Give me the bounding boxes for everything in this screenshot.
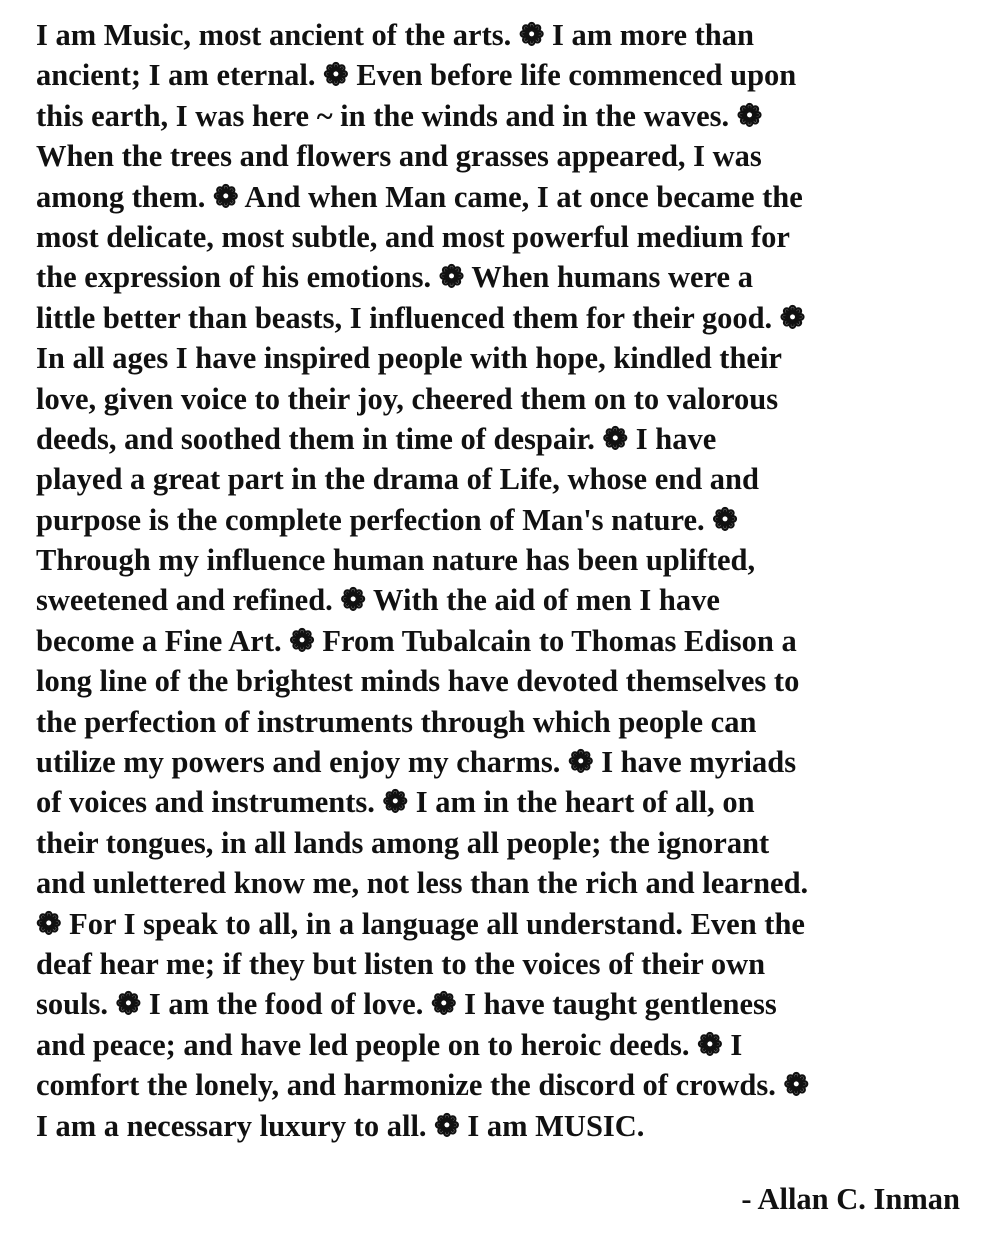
attribution: - Allan C. Inman — [741, 1182, 960, 1216]
poem-line: and peace; and have led people on to heroic deeds. ❁ I — [36, 1027, 743, 1062]
poem-line: among them. ❁ And when Man came, I at once became the — [36, 179, 803, 214]
poem-line: of voices and instruments. ❁ I am in the heart of all, on — [36, 785, 755, 820]
poem-line: purpose is the complete perfection of Man's nature. ❁ — [36, 502, 738, 537]
poem-line: ancient; I am eternal. ❁ Even before life commenced upon — [36, 58, 797, 93]
poem-line: souls. ❁ I am the food of love. ❁ I have taught gentleness — [36, 987, 777, 1022]
poem-line: the perfection of instruments through which people can — [36, 704, 757, 739]
poem-line: and unlettered know me, not less than the rich and learned. — [36, 866, 809, 901]
poem-line: their tongues, in all lands among all people; the ignorant — [36, 825, 770, 860]
poem-line: this earth, I was here ~ in the winds and in the waves. ❁ — [36, 98, 763, 133]
poem-line: comfort the lonely, and harmonize the discord of crowds. ❁ — [36, 1068, 810, 1103]
poem-text — [36, 15, 976, 1146]
poem-line: utilize my powers and enjoy my charms. ❁ I have myriads — [36, 745, 797, 780]
poem-line: When the trees and flowers and grasses appeared, I was — [36, 139, 762, 174]
poem-line: deaf hear me; if they but listen to the voices of their own — [36, 946, 766, 981]
poem-line: long line of the brightest minds have devoted themselves to — [36, 664, 800, 699]
poem-line: In all ages I have inspired people with hope, kindled their — [36, 341, 782, 376]
poem-line: love, given voice to their joy, cheered them on to valorous — [36, 381, 779, 416]
poem-line: little better than beasts, I influenced them for their good. ❁ — [36, 300, 806, 335]
poem-line: the expression of his emotions. ❁ When humans were a — [36, 260, 753, 295]
poem-line: deeds, and soothed them in time of despair. ❁ I have — [36, 421, 717, 456]
poem-line: I am a necessary luxury to all. ❁ I am MUSIC. — [36, 1108, 645, 1143]
poem-line: Through my influence human nature has been uplifted, — [36, 543, 756, 578]
poem-line: I am Music, most ancient of the arts. ❁ I am more than — [36, 18, 754, 52]
poem-line: sweetened and refined. ❁ With the aid of men I have — [36, 583, 720, 618]
poem-line: most delicate, most subtle, and most powerful medium for — [36, 219, 790, 254]
poem-line: ❁ For I speak to all, in a language all understand. Even the — [36, 906, 805, 941]
poem-line: become a Fine Art. ❁ From Tubalcain to Thomas Edison a — [36, 623, 797, 658]
poem-line: played a great part in the drama of Life, whose end and — [36, 462, 759, 497]
